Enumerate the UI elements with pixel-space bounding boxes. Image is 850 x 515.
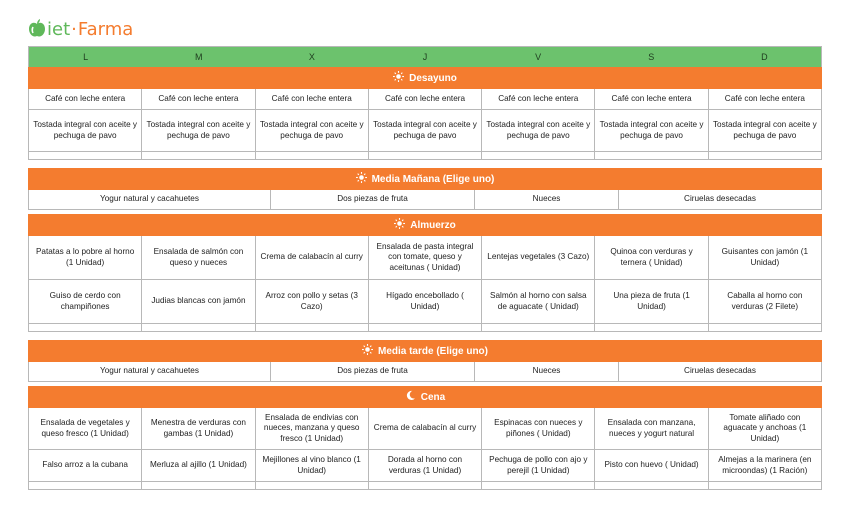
meal-cell: Tostada integral con aceite y pechuga de pavo [256, 110, 369, 152]
meal-cell: Dorada al horno con verduras (1 Unidad) [369, 450, 482, 482]
meal-cell: Crema de calabacín al curry [256, 236, 369, 280]
section-title: Desayuno [409, 72, 457, 84]
empty-cell [142, 152, 255, 160]
empty-cell [709, 482, 822, 490]
empty-cell [256, 152, 369, 160]
section-header-almuerzo [28, 214, 822, 236]
meal-cell: Ensalada de vegetales y queso fresco (1 Unidad) [29, 408, 142, 450]
meal-cell: Café con leche entera [142, 89, 255, 110]
meal-cell: Mejillones al vino blanco (1 Unidad) [256, 450, 369, 482]
meal-cell: Ensalada de endivias con nueces, manzana y queso fresco (1 Unidad) [256, 408, 369, 450]
empty-cell [256, 482, 369, 490]
media-manana-options [28, 190, 822, 210]
snack-option: Yogur natural y cacahuetes [29, 362, 271, 382]
meal-cell: Café con leche entera [709, 89, 822, 110]
meal-cell: Arroz con pollo y setas (3 Cazo) [256, 280, 369, 324]
dietfarma-logo [28, 16, 133, 42]
meal-cell: Patatas a lo pobre al horno (1 Unidad) [29, 236, 142, 280]
empty-cell [142, 324, 255, 332]
empty-cell [29, 482, 142, 490]
moon-icon [405, 390, 416, 404]
meal-cell: Una pieza de fruta (1 Unidad) [595, 280, 708, 324]
meal-cell: Tostada integral con aceite y pechuga de pavo [29, 110, 142, 152]
empty-cell [595, 482, 708, 490]
empty-cell [29, 152, 142, 160]
meal-cell: Lentejas vegetales (3 Cazo) [482, 236, 595, 280]
meal-cell: Menestra de verduras con gambas (1 Unidad) [142, 408, 255, 450]
meal-cell: Tostada integral con aceite y pechuga de pavo [709, 110, 822, 152]
section-title: Media Mañana (Elige uno) [371, 173, 495, 185]
meal-cell: Tostada integral con aceite y pechuga de pavo [482, 110, 595, 152]
meal-cell: Ensalada de salmón con queso y nueces [142, 236, 255, 280]
cena-grid [28, 408, 822, 490]
meal-plan-table [28, 46, 822, 490]
day-saturday: S [648, 52, 655, 62]
meal-cell: Crema de calabacín al curry [369, 408, 482, 450]
day-wednesday: X [308, 52, 315, 62]
empty-cell [482, 482, 595, 490]
meal-cell: Quinoa con verduras y ternera ( Unidad) [595, 236, 708, 280]
meal-cell: Salmón al horno con salsa de aguacate ( Unidad) [482, 280, 595, 324]
day-thursday: J [422, 52, 428, 62]
empty-cell [142, 482, 255, 490]
meal-cell: Tostada integral con aceite y pechuga de pavo [595, 110, 708, 152]
meal-cell: Pisto con huevo ( Unidad) [595, 450, 708, 482]
empty-cell [709, 324, 822, 332]
meal-cell: Pechuga de pollo con ajo y perejil (1 Unidad) [482, 450, 595, 482]
snack-option: Yogur natural y cacahuetes [29, 190, 271, 210]
empty-cell [369, 152, 482, 160]
snack-option: Dos piezas de fruta [271, 362, 475, 382]
empty-cell [482, 324, 595, 332]
logo-text-farma: Farma [77, 18, 134, 40]
meal-cell: Almejas a la marinera (en microondas) (1 Ración) [709, 450, 822, 482]
desayuno-grid [28, 89, 822, 160]
almuerzo-grid [28, 236, 822, 332]
meal-cell: Espinacas con nueces y piñones ( Unidad) [482, 408, 595, 450]
meal-cell: Café con leche entera [256, 89, 369, 110]
logo-dot: · [71, 18, 77, 40]
meal-cell: Café con leche entera [595, 89, 708, 110]
section-header-media-tarde [28, 340, 822, 362]
section-header-desayuno [28, 67, 822, 89]
section-title: Almuerzo [410, 219, 456, 231]
empty-cell [595, 152, 708, 160]
day-sunday: D [761, 52, 768, 62]
sun-icon [393, 71, 404, 85]
media-tarde-options [28, 362, 822, 382]
section-title: Cena [420, 391, 446, 403]
empty-cell [29, 324, 142, 332]
meal-cell: Falso arroz a la cubana [29, 450, 142, 482]
meal-cell: Guisantes con jamón (1 Unidad) [709, 236, 822, 280]
meal-cell: Tostada integral con aceite y pechuga de pavo [369, 110, 482, 152]
empty-cell [369, 324, 482, 332]
empty-cell [595, 324, 708, 332]
snack-option: Nueces [475, 362, 619, 382]
meal-cell: Tomate aliñado con aguacate y anchoas (1 Unidad) [709, 408, 822, 450]
logo-text-diet: iet [47, 18, 71, 40]
meal-cell: Café con leche entera [369, 89, 482, 110]
meal-cell: Merluza al ajillo (1 Unidad) [142, 450, 255, 482]
section-header-cena [28, 386, 822, 408]
empty-cell [482, 152, 595, 160]
meal-cell: Café con leche entera [482, 89, 595, 110]
snack-option: Ciruelas desecadas [619, 190, 822, 210]
days-header [28, 46, 822, 67]
meal-cell: Hígado encebollado ( Unidad) [369, 280, 482, 324]
day-monday: L [83, 52, 89, 62]
section-header-media-manana [28, 168, 822, 190]
meal-cell: Ensalada con manzana, nueces y yogurt natural [595, 408, 708, 450]
day-tuesday: M [194, 52, 203, 62]
meal-cell: Caballa al horno con verduras (2 Filete) [709, 280, 822, 324]
meal-cell: Judias blancas con jamón [142, 280, 255, 324]
meal-cell: Ensalada de pasta integral con tomate, queso y aceitunas ( Unidad) [369, 236, 482, 280]
section-title: Media tarde (Elige uno) [377, 345, 488, 357]
meal-cell: Guiso de cerdo con champiñones [29, 280, 142, 324]
sun-icon [362, 344, 373, 358]
empty-cell [256, 324, 369, 332]
empty-cell [369, 482, 482, 490]
meal-cell: Tostada integral con aceite y pechuga de pavo [142, 110, 255, 152]
snack-option: Nueces [475, 190, 619, 210]
day-friday: V [535, 52, 542, 62]
empty-cell [709, 152, 822, 160]
sun-icon [394, 218, 405, 232]
meal-cell: Café con leche entera [29, 89, 142, 110]
apple-logo-icon [28, 19, 46, 39]
snack-option: Dos piezas de fruta [271, 190, 475, 210]
sun-icon [356, 172, 367, 186]
snack-option: Ciruelas desecadas [619, 362, 822, 382]
